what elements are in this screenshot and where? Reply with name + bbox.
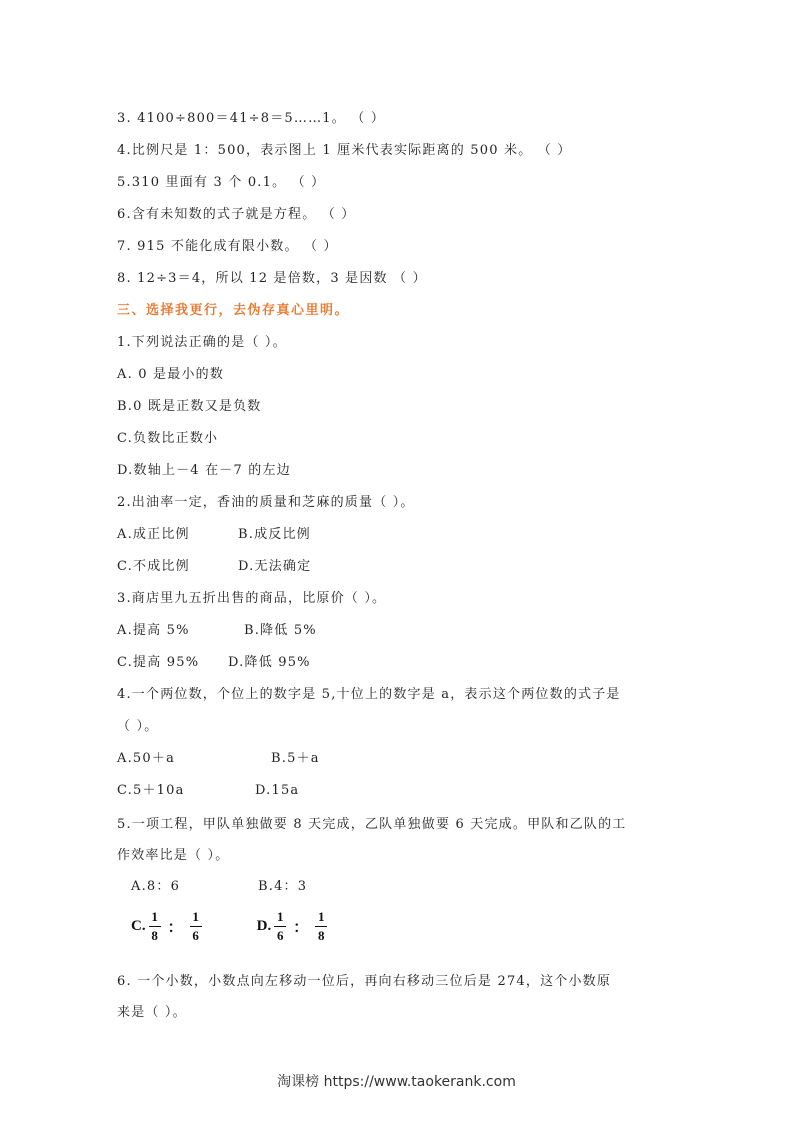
ratio-colon: ： bbox=[293, 919, 309, 936]
fraction-one-eighth bbox=[149, 910, 161, 943]
fraction-one-sixth bbox=[190, 910, 202, 943]
question-2-stem: 2.出油率一定，香油的质量和芝麻的质量（ ）。 bbox=[117, 495, 415, 510]
question-1-stem: 1.下列说法正确的是（ ）。 bbox=[117, 335, 287, 350]
question-5-option-b: B.4：3 bbox=[258, 879, 308, 894]
fraction-bar bbox=[315, 926, 327, 927]
question-5-stem-continued: 作效率比是（ ）。 bbox=[117, 848, 230, 863]
question-2-option-d: D.无法确定 bbox=[238, 559, 312, 574]
question-3-option-a: A.提高 5% bbox=[117, 623, 190, 638]
question-3-stem: 3.商店里九五折出售的商品，比原价（ ）。 bbox=[117, 591, 387, 606]
judgment-item-5: 5.310 里面有 3 个 0.1。 （ ） bbox=[117, 175, 326, 190]
judgment-item-8: 8. 12÷3＝4，所以 12 是倍数，3 是因数 （ ） bbox=[117, 271, 427, 286]
question-5-option-a: A.8：6 bbox=[131, 879, 181, 894]
denominator: 8 bbox=[151, 927, 158, 943]
question-4-stem: 4.一个两位数，个位上的数字是 5,十位上的数字是 a，表示这个两位数的式子是 bbox=[117, 687, 621, 702]
fraction-one-eighth bbox=[315, 910, 327, 943]
question-4-option-d: D.15a bbox=[255, 783, 300, 798]
fraction-bar bbox=[190, 926, 202, 927]
question-6-stem-continued: 来是（ ）。 bbox=[117, 1005, 187, 1020]
question-2-option-c: C.不成比例 bbox=[117, 559, 190, 574]
denominator: 8 bbox=[317, 927, 325, 943]
denominator: 6 bbox=[276, 927, 284, 943]
question-3-option-c: C.提高 95% bbox=[117, 655, 200, 670]
question-3-option-d: D.降低 95% bbox=[228, 655, 311, 670]
question-6-stem: 6. 一个小数，小数点向左移动一位后，再向右移动三位后是 274，这个小数原 bbox=[117, 974, 612, 989]
judgment-item-4: 4.比例尺是 1：500，表示图上 1 厘米代表实际距离的 500 米。 （ ） bbox=[117, 143, 572, 158]
numerator: 1 bbox=[151, 908, 158, 924]
fraction-bar bbox=[274, 926, 286, 927]
question-5-fraction-options bbox=[131, 906, 330, 946]
question-3-option-b: B.降低 5% bbox=[244, 623, 317, 638]
question-4-option-a: A.50＋a bbox=[117, 751, 176, 766]
fraction-bar bbox=[149, 926, 161, 927]
question-4-option-b: B.5＋a bbox=[271, 751, 320, 766]
question-5-option-d-label: D. bbox=[256, 917, 272, 934]
section-title: 三、选择我更行，去伪存真心里明。 bbox=[117, 303, 350, 318]
question-1-option-b: B.0 既是正数又是负数 bbox=[117, 399, 262, 414]
question-1-option-c: C.负数比正数小 bbox=[117, 431, 219, 446]
question-5-stem: 5.一项工程，甲队单独做要 8 天完成，乙队单独做要 6 天完成。甲队和乙队的工 bbox=[117, 817, 627, 832]
question-5-option-c-label: C. bbox=[131, 917, 146, 934]
question-1-option-d: D.数轴上－4 在－7 的左边 bbox=[117, 463, 291, 478]
question-4-stem-continued: （ ）。 bbox=[117, 719, 159, 734]
numerator: 1 bbox=[317, 908, 325, 924]
numerator: 1 bbox=[276, 908, 284, 924]
judgment-item-6: 6.含有未知数的式子就是方程。 （ ） bbox=[117, 207, 356, 222]
question-2-option-a: A.成正比例 bbox=[117, 527, 190, 542]
fraction-one-sixth bbox=[274, 910, 286, 943]
question-4-option-c: C.5＋10a bbox=[117, 783, 185, 798]
judgment-item-7: 7. 915 不能化成有限小数。 （ ） bbox=[117, 239, 338, 254]
footer-watermark-link[interactable]: 淘课榜 https://www.taokerank.com bbox=[277, 1074, 516, 1090]
judgment-item-3: 3. 4100÷800＝41÷8＝5……1。 （ ） bbox=[117, 111, 386, 126]
question-2-option-b: B.成反比例 bbox=[238, 527, 311, 542]
ratio-colon: ： bbox=[167, 919, 183, 936]
numerator: 1 bbox=[192, 908, 199, 924]
denominator: 6 bbox=[192, 927, 199, 943]
question-1-option-a: A. 0 是最小的数 bbox=[117, 367, 225, 382]
